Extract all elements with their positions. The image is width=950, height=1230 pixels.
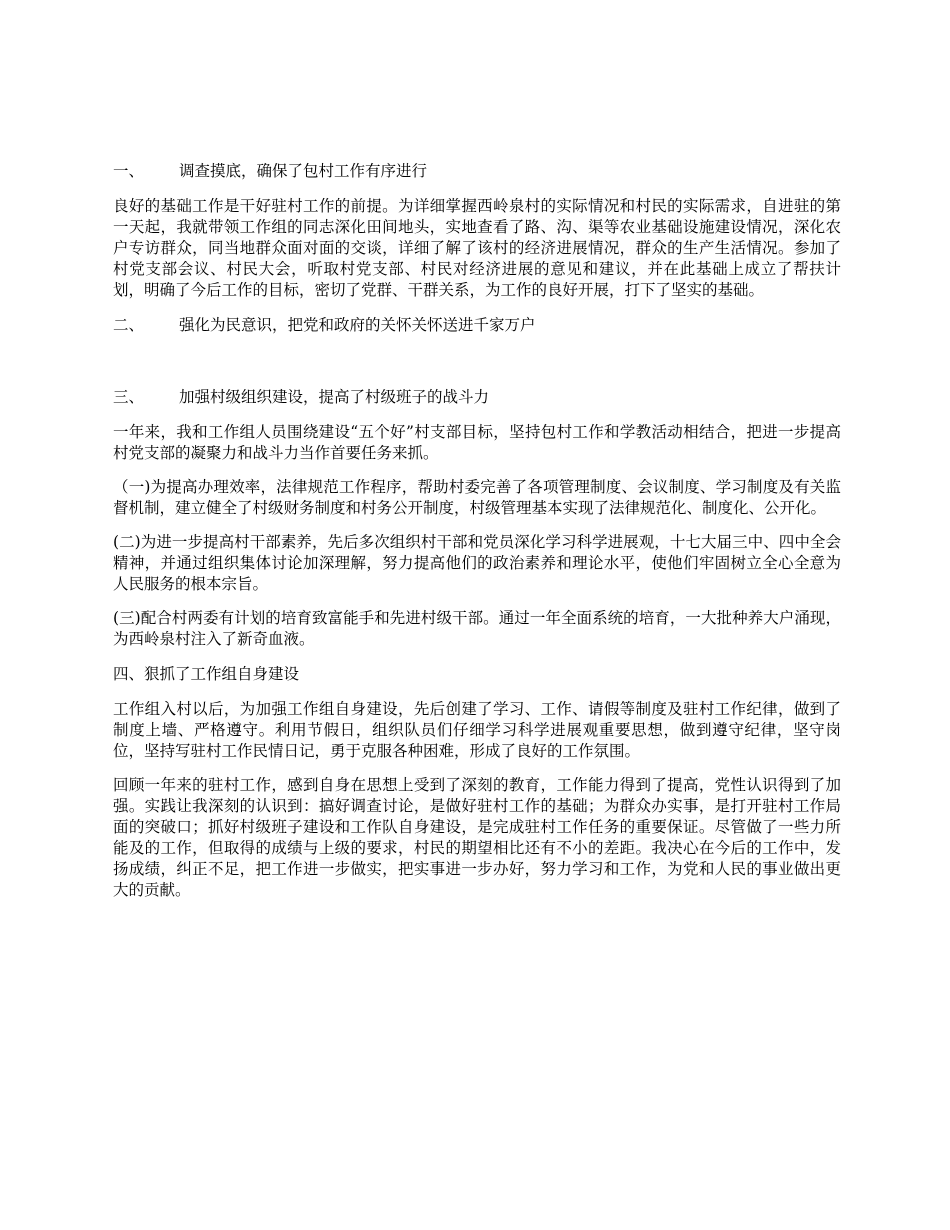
section-number: 二、 bbox=[113, 316, 145, 334]
section-number: 四、 bbox=[113, 665, 145, 683]
section-heading-4 bbox=[113, 663, 841, 685]
section-heading-3 bbox=[113, 386, 841, 408]
section-heading-2 bbox=[113, 314, 841, 336]
document-page bbox=[113, 160, 841, 914]
paragraph-1: 良好的基础工作是干好驻村工作的前提。为详细掌握西岭泉村的实际情况和村民的实际需求，自进驻的第一天起，我就带领工作组的同志深化田间地头，实地查看了路、沟、渠等农业基础设施建设情况，深化农户专访群众，同当地群众面对面的交谈，详细了解了该村的经济进展情况，群众的生产生活情况。参加了村党支部会议、村民大会，听取村党支部、村民对经济进展的意见和建议，并在此基础上成立了帮扶计划，明确了今后工作的目标，密切了党群、干群关系，为工作的良好开展，打下了坚实的基础。 bbox=[113, 197, 841, 299]
paragraph-7: 回顾一年来的驻村工作，感到自身在思想上受到了深刻的教育，工作能力得到了提高，党性认识得到了加强。实践让我深刻的认识到：搞好调查讨论，是做好驻村工作的基础；为群众办实事，是打开驻村工作局面的突破口；抓好村级班子建设和工作队自身建设，是完成驻村工作任务的重要保证。尽管做了一些力所能及的工作，但取得的成绩与上级的要求，村民的期望相比还有不小的差距。我决心在今后的工作中，发扬成绩，纠正不足，把工作进一步做实，把实事进一步办好，努力学习和工作，为党和人民的事业做出更大的贡献。 bbox=[113, 776, 841, 899]
section-title: 强化为民意识，把党和政府的关怀关怀送进千家万户 bbox=[179, 316, 536, 334]
paragraph-3: （一)为提高办理效率，法律规范工作程序，帮助村委完善了各项管理制度、会议制度、学习制度及有关监督机制，建立健全了村级财务制度和村务公开制度，村级管理基本实现了法律规范化、制度化、公开化。 bbox=[113, 478, 841, 517]
section-title: 狠抓了工作组自身建设 bbox=[144, 665, 300, 683]
paragraph-5: (三)配合村两委有计划的培育致富能手和先进村级干部。通过一年全面系统的培育，一大批种养大户涌现，为西岭泉村注入了新奇血液。 bbox=[113, 609, 841, 648]
section-heading-1 bbox=[113, 160, 841, 182]
paragraph-6: 工作组入村以后，为加强工作组自身建设，先后创建了学习、工作、请假等制度及驻村工作纪律，做到了制度上墙、严格遵守。利用节假日，组织队员们仔细学习科学进展观重要思想，做到遵守纪律，坚守岗位，坚持写驻村工作民情日记，勇于克服各种困难，形成了良好的工作氛围。 bbox=[113, 700, 841, 760]
section-number: 三、 bbox=[113, 388, 145, 406]
paragraph-2: 一年来，我和工作组人员围绕建设“五个好”村支部目标，坚持包村工作和学教活动相结合，把进一步提高村党支部的凝聚力和战斗力当作首要任务来抓。 bbox=[113, 423, 841, 462]
blank-spacer bbox=[113, 350, 841, 386]
section-title: 调查摸底，确保了包村工作有序进行 bbox=[179, 162, 428, 180]
paragraph-4: (二)为进一步提高村干部素养，先后多次组织村干部和党员深化学习科学进展观，十七大届三中、四中全会精神，并通过组织集体讨论加深理解，努力提高他们的政治素养和理论水平，使他们牢固树立全心全意为人民服务的根本宗旨。 bbox=[113, 533, 841, 593]
section-title: 加强村级组织建设，提高了村级班子的战斗力 bbox=[179, 388, 490, 406]
section-number: 一、 bbox=[113, 162, 145, 180]
